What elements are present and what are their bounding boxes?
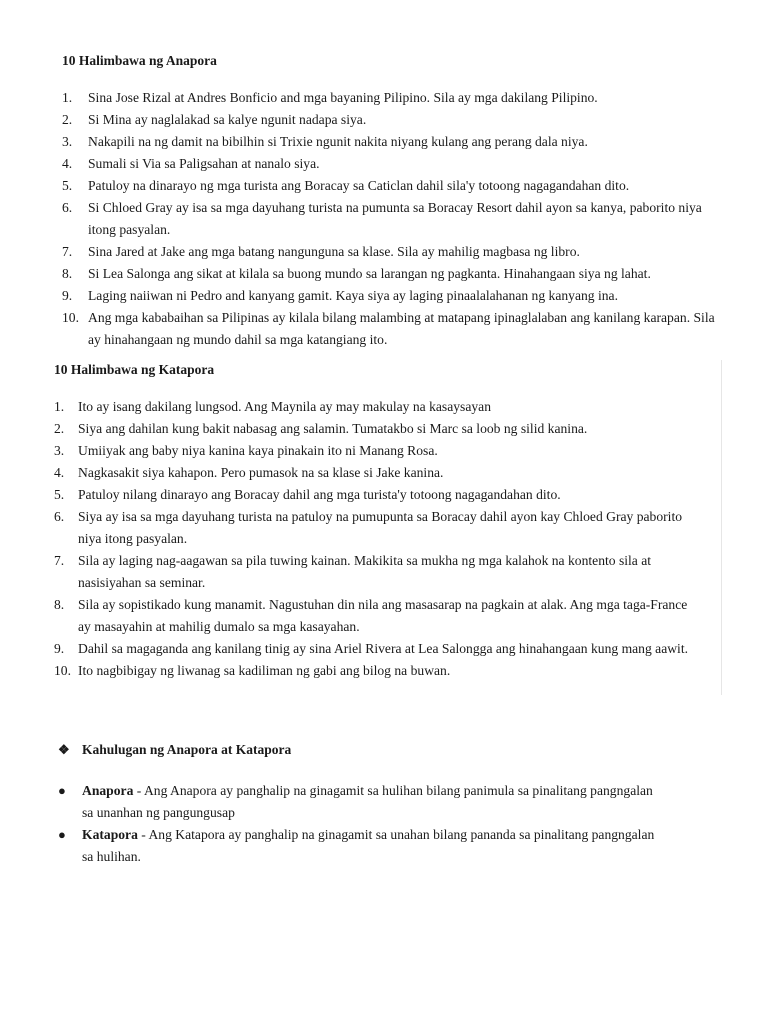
list-item	[54, 594, 694, 638]
list-item	[54, 506, 694, 550]
item-text: Laging naiiwan ni Pedro and kanyang gamit. Kaya siya ay laging pinaalalahanan ng kanyang ina.	[88, 288, 618, 303]
item-number: 6.	[54, 509, 65, 524]
item-text: Dahil sa magaganda ang kanilang tinig ay sina Ariel Rivera at Lea Salongga ang hinahangaan kung mang aawit.	[78, 641, 689, 656]
bullet-dot-icon: ●	[58, 827, 66, 842]
item-number: 9.	[54, 641, 65, 656]
definition-term: Anapora	[82, 783, 134, 798]
item-number: 2.	[62, 112, 73, 127]
definition-separator: -	[137, 827, 149, 842]
item-number: 8.	[62, 266, 73, 281]
item-text: Siya ay isa sa mga dayuhang turista na patuloy na pumupunta sa Boracay dahil ayon kay Chloed Gray paborito niya itong pasyalan.	[78, 509, 683, 546]
list-item	[54, 638, 694, 660]
list-item	[62, 307, 722, 351]
diamond-bullet-icon: ❖	[58, 742, 70, 757]
item-text: Umiiyak ang baby niya kanina kaya pinakain ito ni Manang Rosa.	[78, 443, 438, 458]
list-item	[54, 550, 694, 594]
item-text: Nakapili na ng damit na bibilhin si Trixie ngunit nakita niyang kulang ang perang dala niya.	[88, 134, 588, 149]
list-item	[62, 197, 722, 241]
item-text: Patuloy nilang dinarayo ang Boracay dahil ang mga turista'y totoong nagagandahan dito.	[78, 487, 561, 502]
item-text: Ang mga kababaihan sa Pilipinas ay kilala bilang malambing at matapang ipinaglalaban ang kanilang karapan. Sila ay hinahangaan ng mundo dahil sa mga katangiang ito.	[88, 310, 715, 347]
definition-katapora	[58, 824, 658, 868]
definition-separator: -	[133, 783, 144, 798]
item-text: Siya ang dahilan kung bakit nabasag ang salamin. Tumatakbo si Marc sa loob ng silid kanina.	[78, 421, 588, 436]
bullet-dot-icon: ●	[58, 783, 66, 798]
list-item	[54, 660, 694, 682]
katapora-heading: 10 Halimbawa ng Katapora	[54, 362, 215, 377]
item-number: 9.	[62, 288, 73, 303]
anapora-heading: 10 Halimbawa ng Anapora	[62, 53, 217, 68]
item-text: Ito nagbibigay ng liwanag sa kadiliman ng gabi ang bilog na buwan.	[78, 663, 451, 678]
item-number: 10.	[54, 663, 71, 678]
list-item	[62, 131, 722, 153]
definition-anapora	[58, 780, 658, 824]
definition-body	[58, 780, 658, 824]
item-text: Sila ay laging nag-aagawan sa pila tuwing kainan. Makikita sa mukha ng mga kalahok na kontento sila at nasisiyahan sa seminar.	[78, 553, 652, 590]
item-text: Si Mina ay naglalakad sa kalye ngunit nadapa siya.	[88, 112, 367, 127]
list-item	[54, 418, 694, 440]
definition-body	[58, 824, 658, 868]
definition-text: Ang Anapora ay panghalip na ginagamit sa hulihan bilang panimula sa pinalitang pangngalan sa unanhan ng pangungusap	[82, 783, 653, 820]
item-number: 5.	[54, 487, 65, 502]
item-number: 3.	[62, 134, 73, 149]
item-text: Patuloy na dinarayo ng mga turista ang Boracay sa Caticlan dahil sila'y totoong nagagandahan dito.	[88, 178, 630, 193]
list-item	[62, 175, 722, 197]
item-number: 4.	[62, 156, 73, 171]
item-number: 10.	[62, 310, 79, 325]
item-number: 7.	[54, 553, 65, 568]
item-number: 5.	[62, 178, 73, 193]
meaning-title: Kahulugan ng Anapora at Katapora	[82, 742, 292, 757]
item-number: 4.	[54, 465, 65, 480]
list-item	[54, 484, 694, 506]
item-number: 2.	[54, 421, 65, 436]
katapora-list	[54, 396, 694, 682]
item-text: Si Chloed Gray ay isa sa mga dayuhang turista na pumunta sa Boracay Resort dahil ayon sa kanya, paborito niya itong pasyalan.	[88, 200, 702, 237]
item-number: 1.	[54, 399, 65, 414]
list-item	[62, 241, 722, 263]
list-item	[62, 153, 722, 175]
item-text: Sina Jared at Jake ang mga batang nangunguna sa klase. Sila ay mahilig magbasa ng libro.	[88, 244, 580, 259]
item-text: Ito ay isang dakilang lungsod. Ang Maynila ay may makulay na kasaysayan	[78, 399, 492, 414]
list-item	[62, 87, 722, 109]
definition-text: Ang Katapora ay panghalip na ginagamit sa unahan bilang pananda sa pinalitang pangngalan sa hulihan.	[82, 827, 655, 864]
list-item	[54, 396, 694, 418]
item-number: 6.	[62, 200, 73, 215]
item-number: 7.	[62, 244, 73, 259]
item-text: Sumali si Via sa Paligsahan at nanalo siya.	[88, 156, 320, 171]
meaning-heading	[58, 742, 291, 758]
item-text: Sila ay sopistikado kung manamit. Nagustuhan din nila ang masasarap na pagkain at alak. Ang mga taga-France ay masayahin at mahilig dumalo sa mga kasayahan.	[78, 597, 688, 634]
definition-term: Katapora	[82, 827, 138, 842]
list-item	[54, 462, 694, 484]
item-text: Si Lea Salonga ang sikat at kilala sa buong mundo sa larangan ng pagkanta. Hinahangaan siya ng lahat.	[88, 266, 651, 281]
anapora-list	[62, 87, 722, 351]
page-edge-line	[721, 360, 722, 695]
list-item	[62, 285, 722, 307]
list-item	[62, 263, 722, 285]
item-number: 3.	[54, 443, 65, 458]
item-number: 8.	[54, 597, 65, 612]
item-number: 1.	[62, 90, 73, 105]
list-item	[62, 109, 722, 131]
item-text: Nagkasakit siya kahapon. Pero pumasok na sa klase si Jake kanina.	[78, 465, 444, 480]
definition-list	[58, 780, 658, 868]
item-text: Sina Jose Rizal at Andres Bonficio and mga bayaning Pilipino. Sila ay mga dakilang Pilipino.	[88, 90, 598, 105]
list-item	[54, 440, 694, 462]
